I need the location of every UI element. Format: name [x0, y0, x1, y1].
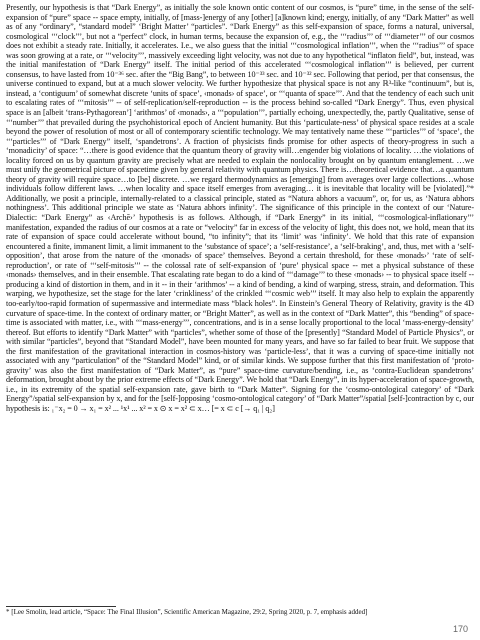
page-number: 170: [452, 624, 468, 634]
footnote-divider: [6, 606, 116, 607]
footnote: * [Lee Smolin, lead article, “Space: The Final Illusion”, Scientific American Magazine, 29:2, Spring 2020, p. 7, emphasis added]: [6, 608, 368, 616]
page-body: [6, 3, 474, 603]
body-paragraph: Presently, our hypothesis is that “Dark Energy”, as initially the sole known ontic content of our cosmos, is “pure” time, in the sense of the self-expansion of “pure” space -- space empty, initially, of [mass-]energy of any [other] [a]known kind; energy, initially, of any “Dark Matter” as well as of any “ordinary”, “standard model” ‘Bright Matter’ “particles”. “Dark Energy” as this self-expansion of space, forms a natural, universal, cosmological ‘‘‘clock’’’, but not a “perfect” clock, in human terms, because the expansion of, e.g., the ‘‘‘radius’’’ of ‘‘‘diameter’’’ of our cosmos does not exhibit a steady rate. Initially, it accelerates. I.e., we also guess that the initial ‘‘‘cosmological inflation’’’, when the ‘‘‘radius’’’ of space was soon growing at a rate, or ‘‘‘velocity’’’, massively exceeding light velocity, was not due to any hypothetical “inflaton field”, but, instead, was the initial manifestation of “Dark Energy” itself. The initial period of this accelerated ‘‘‘cosmological inflation’’’ is believed, per current consensus, to have lasted from 10⁻³⁶ sec. after the “Big Bang”, to between 10⁻³³ sec. and 10⁻³² sec. Following that period, per that consensus, the universe continued to expand, but at a much slower velocity. We further hypothesize that physical space is not any ℝ³-like “continuum”, but is, instead, a ‘contiguum’ of somewhat discrete ‘units of space’, ‹monads› of space’, or ‘‘‘quanta of space’’’. And that the tendency of each such unit to escalating rates of ‘‘‘mitosis’’’ -- of self-replication/self-reproduction -- is the process behind so-called “Dark Energy”. Thus, even physical space is an [albeit ‘trans-Pythagorean’] ‘arithmos’ of ‹monads›, a ‘‘‘population’’’, partially echoing, unexpectedly, the, partly Qualitative, sense of ‘‘‘number’’’ that prevailed during the psychohistorical epoch of Ancient humanity. But this ‘particulate-ness’ of physical space resides at a scale beyond the power of resolution of most or all of contemporary scientific technology. We may tentatively name these ‘‘‘particles’’’ of ‘space’, the ‘‘‘particles’’’ of “Dark Energy” itself, ‘spandetrons’. A fraction of physicists finds promise for other aspects of theory-progress in such a ‘monadicity’ of space: “…there is good evidence that the quantum theory of gravity will…engender big violations of locality. …the violations of locality forced on us by quantum gravity are precisely what are needed to explain the nonlocality brought on by quantum entanglement. …we must unify the geometrical picture of spacetime given by general relativity with quantum physics. There is…theoretical evidence that…a quantum theory of gravity will require space…to [be] discrete. …we regard thermodynamics as [emerging] from averages over large collections…whose individuals follow different laws. …when locality and space itself emerges from averaging… it is inevitable that locality will be [violated].”* Additionally, we posit a principle, internally-related to a classical principle, stated as “Natura abhors a vacuum”, or, for us, as ‘Natura abhors nothingness’. This additional principle we state as ‘Natura abhors infinity’. The significance of this principle in the context of our ‘Nature-Dialectic: “Dark Energy” as ‹Archē›’ hypothesis is as follows. Although, if “Dark Energy” in its initial, ‘‘‘cosmological-inflationary’’’ manifestation, expanded the radius of our cosmos at a rate or “velocity” far in excess of the velocity of light, this does not, we hold, mean that its rate of expansion of space could accelerate without bound, “to infinity”; that its ‘limit’ was ‘infinity’. We hold that this rate of expansion encountered a finite, immanent limit, a limit immanent to the ‘substance of space’; a ‘self-resistance’, a ‘self-braking’, and, thus, met with a ‘self-opposition’, that arose from the nature of the ‹monads› of space’ themselves. Beyond a certain threshold, for these ‹monads›’ ‘rate of self-reproduction’, or rate of ‘‘‘self-mitosis’’’ -- the colossal rate of self-expansion of ‘pure’ physical space -- met a physical substance of these ‹monads› themselves, and in their ensemble. That escalating rate began to do a kind of ‘‘‘damage’’’ to these ‹monads› -- to physical space itself -- producing a kind of distortion in them, and in it -- in their ‘arithmos’ -- a kind of bending, a kind of warping, stress, strain, and deformation. This warping, we hypothesize, set the stage for the later ‘crinkliness’ of the crinkled ‘‘‘cosmic web’’’ itself. It may also help to explain the apparently too-early/too-rapid formation of supermassive and intermediate mass “black holes”. In Einstein’s General Theory of Relativity, gravity is the 4D curvature of space-time. In the context of ordinary matter, or “Bright Matter”, as well as in the context of “Dark Matter”, this “bending” of space-time is associated with matter, i.e., with ‘‘‘mass-energy’’’, concentrations, and is in a sense locally proportional to the local ‘mass-energy-density’ thereof. But efforts to identify “Dark Matter” with “particles”, whether some of those of the [presently] “Standard Model of Particle Physics”, or with similar “particles”, beyond that “Standard Model”, have been mounted for many years, and have so far failed to bear fruit. We suppose that the first manifestation of the gravitational interaction in cosmos-history was ‘particle-less’, that it was a curving of space-time initially not associated with any “particulation” of the “Standard Model” kind, or of similar kinds. We suppose further that this first manifestation of ‘proto-gravity’ was also the first manifestation of “Dark Matter”, as “pure” space-time curvature/bending, i.e., as ‘contra-Euclidean spandetrons’ deformation, brought about by the prior extreme effects of “Dark Energy”. We hold that “Dark Energy”, in its hyper-acceleration of space-growth, i.e., in its extremity of the spatial self-expansion rate, gave birth to “Dark Matter”. Signing for the ‘cosmo-ontological category’ of “Dark Energy”/spatial self-expansion by x, and for the [self-]opposing ‘cosmo-ontological category’ of “Dark Matter”/spatial [self-]contraction by c, our hypothesis is: ₁⁻x₂ = 0 → x₁ = x² ... ¹x¹ ... x² = x ⊙ x = x² ⊂ x… [= x ⊂ c [→ q₁ | q₂]: [6, 3, 474, 413]
